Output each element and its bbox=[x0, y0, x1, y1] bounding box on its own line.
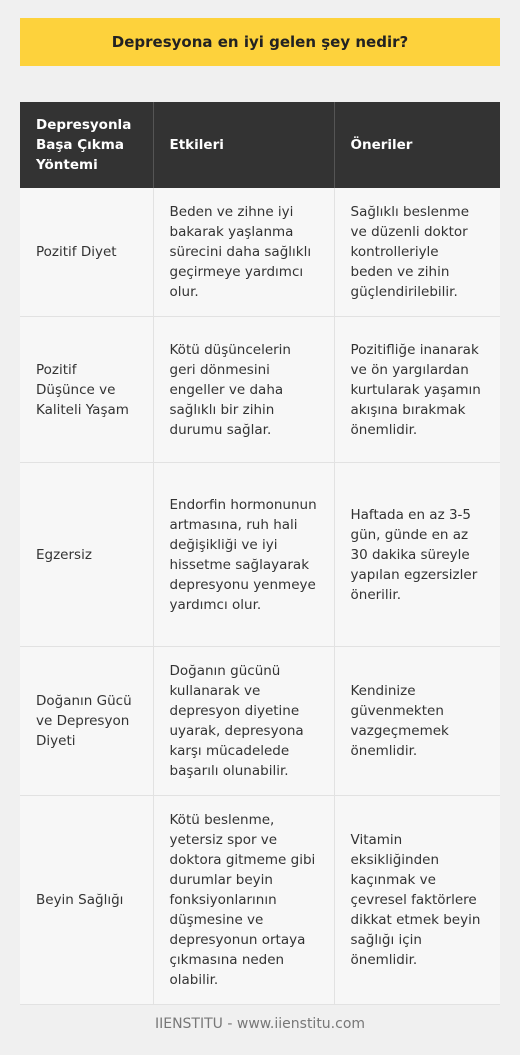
cell-effects: Doğanın gücünü kullanarak ve depresyon diyetine uyarak, depresyona karşı mücadelede başarılı olunabilir. bbox=[153, 647, 334, 796]
cell-effects: Kötü düşüncelerin geri dönmesini engeller ve daha sağlıklı bir zihin durumu sağlar. bbox=[153, 317, 334, 463]
cell-method: Beyin Sağlığı bbox=[20, 796, 153, 1005]
table-row bbox=[20, 317, 500, 463]
table-row bbox=[20, 188, 500, 317]
cell-method: Pozitif Düşünce ve Kaliteli Yaşam bbox=[20, 317, 153, 463]
header-effects: Etkileri bbox=[153, 102, 334, 188]
page-title: Depresyona en iyi gelen şey nedir? bbox=[111, 33, 409, 51]
title-banner bbox=[20, 18, 500, 66]
table-header-row bbox=[20, 102, 500, 188]
header-recommendations: Öneriler bbox=[334, 102, 500, 188]
cell-recommendations: Sağlıklı beslenme ve düzenli doktor kontrolleriyle beden ve zihin güçlendirilebilir. bbox=[334, 188, 500, 317]
cell-method: Pozitif Diyet bbox=[20, 188, 153, 317]
comparison-table bbox=[20, 102, 500, 1005]
cell-effects: Kötü beslenme, yetersiz spor ve doktora gitmeme gibi durumlar beyin fonksiyonlarının düşmesine ve depresyonun ortaya çıkmasına neden olabilir. bbox=[153, 796, 334, 1005]
cell-recommendations: Haftada en az 3-5 gün, günde en az 30 dakika süreyle yapılan egzersizler önerilir. bbox=[334, 463, 500, 647]
footer-credit: IIENSTITU - www.iienstitu.com bbox=[154, 1016, 366, 1032]
header-method: Depresyonla Başa Çıkma Yöntemi bbox=[20, 102, 153, 188]
cell-recommendations: Pozitifliğe inanarak ve ön yargılardan kurtularak yaşamın akışına bırakmak önemlidir. bbox=[334, 317, 500, 463]
cell-effects: Beden ve zihne iyi bakarak yaşlanma sürecini daha sağlıklı geçirmeye yardımcı olur. bbox=[153, 188, 334, 317]
cell-recommendations: Vitamin eksikliğinden kaçınmak ve çevresel faktörlere dikkat etmek beyin sağlığı için önemlidir. bbox=[334, 796, 500, 1005]
table-row bbox=[20, 463, 500, 647]
cell-method: Doğanın Gücü ve Depresyon Diyeti bbox=[20, 647, 153, 796]
cell-method: Egzersiz bbox=[20, 463, 153, 647]
cell-recommendations: Kendinize güvenmekten vazgeçmemek önemlidir. bbox=[334, 647, 500, 796]
table-row bbox=[20, 796, 500, 1005]
table-row bbox=[20, 647, 500, 796]
cell-effects: Endorfin hormonunun artmasına, ruh hali değişikliği ve iyi hissetme sağlayarak depresyonu yenmeye yardımcı olur. bbox=[153, 463, 334, 647]
